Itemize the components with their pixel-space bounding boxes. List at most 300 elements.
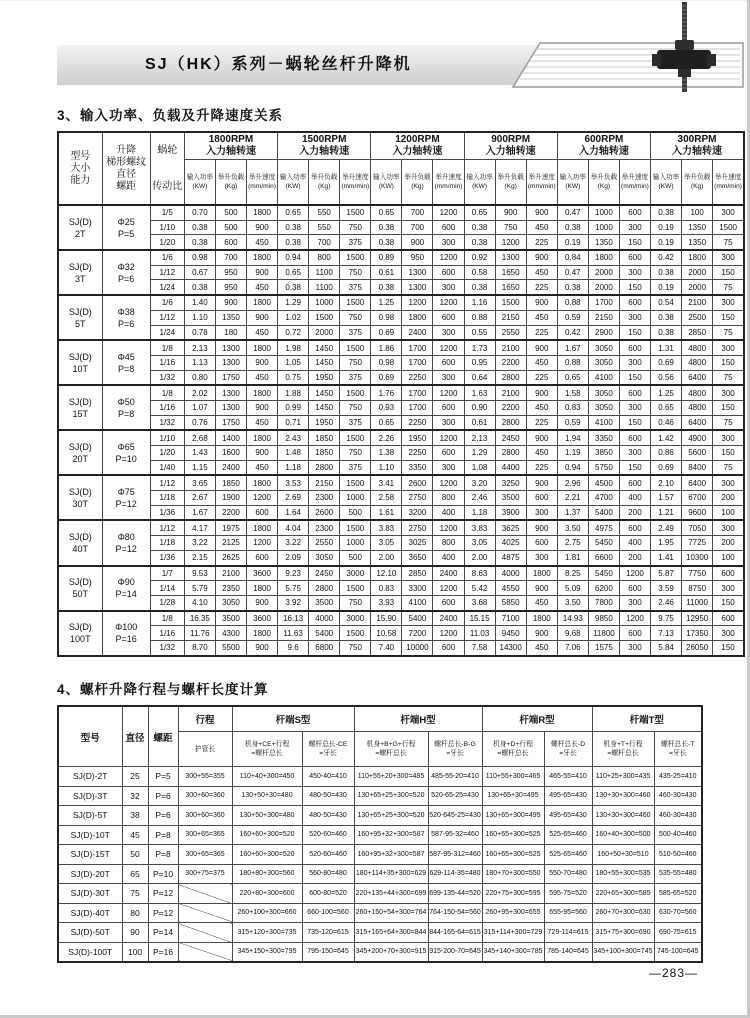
value-cell: 1200 [433, 626, 464, 641]
value-cell: 1.42 [651, 430, 682, 445]
ratio-cell: 1/6 [150, 295, 184, 310]
value-cell: 500 [215, 205, 246, 220]
value-cell: 0.58 [464, 265, 495, 280]
ratio-cell: 1/8 [150, 611, 184, 626]
value-cell: 300 [713, 475, 744, 490]
value-cell: 0.59 [557, 415, 588, 430]
value-cell: 5450 [588, 536, 619, 551]
formula-cell: 260+100+300=660 [232, 903, 302, 923]
value-cell: 300 [713, 520, 744, 535]
value-cell: 1200 [433, 340, 464, 355]
value-cell: 900 [247, 355, 278, 370]
value-cell: 2550 [495, 325, 526, 340]
value-cell: 950 [215, 265, 246, 280]
value-cell: 900 [247, 446, 278, 461]
value-cell: 7.40 [371, 640, 402, 655]
value-cell: 300 [433, 370, 464, 385]
formula-cell: 495-65=430 [544, 806, 592, 826]
value-cell: 800 [309, 250, 340, 265]
value-cell: 1000 [309, 295, 340, 310]
value-cell: 4550 [495, 581, 526, 596]
value-cell: 0.78 [184, 325, 215, 340]
value-cell: 6700 [682, 491, 713, 506]
value-cell: 200 [713, 491, 744, 506]
value-cell: 300 [619, 446, 650, 461]
value-cell: 150 [713, 595, 744, 610]
value-cell: 4975 [588, 520, 619, 535]
value-cell: 10.58 [371, 626, 402, 641]
value-cell: 7725 [682, 536, 713, 551]
ratio-cell: 1/40 [150, 460, 184, 475]
value-cell: 1400 [215, 430, 246, 445]
value-cell: 1800 [247, 295, 278, 310]
value-cell: 4800 [682, 385, 713, 400]
formula-cell: 595-75=520 [544, 884, 592, 904]
formula-cell: 160+95+32+300=587 [354, 845, 428, 865]
tube-length-cell-empty [178, 942, 232, 962]
value-cell: 600 [433, 310, 464, 325]
value-cell: 550 [309, 220, 340, 235]
value-cell: 0.83 [557, 400, 588, 415]
value-cell: 900 [247, 265, 278, 280]
value-cell: 900 [526, 430, 557, 445]
header-formula-t2: 螺杆总长-T =牙长 [654, 732, 702, 767]
value-cell: 9.53 [184, 566, 215, 581]
value-cell: 2250 [402, 446, 433, 461]
value-cell: 0.89 [371, 250, 402, 265]
value-cell: 1800 [247, 385, 278, 400]
value-cell: 7.13 [651, 626, 682, 641]
value-cell: 300 [713, 295, 744, 310]
ratio-cell: 1/14 [150, 581, 184, 596]
value-cell: 2.58 [371, 491, 402, 506]
table-row [58, 786, 702, 806]
tube-length-cell: 300+75=375 [178, 864, 232, 884]
value-cell: 1200 [619, 566, 650, 581]
value-cell: 900 [526, 475, 557, 490]
value-cell: 2200 [215, 505, 246, 520]
ratio-cell: 1/8 [150, 385, 184, 400]
value-cell: 7200 [402, 626, 433, 641]
ratio-cell: 1/10 [150, 430, 184, 445]
value-cell: 8.70 [184, 640, 215, 655]
value-cell: 6400 [682, 370, 713, 385]
value-cell: 6200 [588, 581, 619, 596]
header-tube-length: 护管长 [178, 732, 232, 767]
value-cell: 3500 [215, 611, 246, 626]
header-rod-end-r: 杆端R型 [482, 706, 592, 732]
value-cell: 300 [619, 310, 650, 325]
value-cell: 225 [526, 460, 557, 475]
value-cell: 1.64 [278, 505, 309, 520]
header-rod-end-t: 杆端T型 [592, 706, 702, 732]
subheader-5-1: 举升负载 (Kg) [682, 160, 713, 206]
formula-cell: 260+150+54+300=764 [354, 903, 428, 923]
value-cell: 225 [526, 280, 557, 295]
value-cell: 1200 [247, 536, 278, 551]
screw-spec-cell: Φ75 P=12 [102, 475, 150, 520]
value-cell: 8.25 [557, 566, 588, 581]
value-cell: 16.13 [278, 611, 309, 626]
table3-header [58, 132, 744, 205]
pitch-cell: P=12 [148, 884, 178, 904]
formula-cell: 315+120+300=735 [232, 923, 302, 943]
model-cell: SJ(D) 3T [58, 250, 102, 295]
value-cell: 4.10 [184, 595, 215, 610]
value-cell: 5.84 [651, 640, 682, 655]
value-cell: 750 [340, 400, 371, 415]
value-cell: 750 [340, 310, 371, 325]
value-cell: 2.13 [464, 430, 495, 445]
value-cell: 0.55 [464, 325, 495, 340]
value-cell: 5.75 [278, 581, 309, 596]
value-cell: 3500 [495, 491, 526, 506]
formula-cell: 220+80+300=600 [232, 884, 302, 904]
formula-cell: 510-50=460 [654, 845, 702, 865]
value-cell: 375 [340, 325, 371, 340]
formula-cell: 220+135+44+300=699 [354, 884, 428, 904]
formula-cell: 160+65+300=525 [482, 845, 544, 865]
value-cell: 1850 [215, 475, 246, 490]
value-cell: 600 [247, 550, 278, 565]
value-cell: 0.72 [278, 325, 309, 340]
value-cell: 3650 [402, 550, 433, 565]
value-cell: 2350 [215, 581, 246, 596]
value-cell: 0.90 [464, 400, 495, 415]
value-cell: 2800 [495, 415, 526, 430]
value-cell: 900 [247, 220, 278, 235]
value-cell: 150 [619, 370, 650, 385]
value-cell: 3.05 [464, 536, 495, 551]
value-cell: 900 [215, 295, 246, 310]
value-cell: 1950 [402, 430, 433, 445]
value-cell: 2.43 [278, 430, 309, 445]
ratio-cell: 1/18 [150, 536, 184, 551]
value-cell: 1.48 [278, 446, 309, 461]
value-cell: 300 [433, 325, 464, 340]
value-cell: 1.16 [464, 295, 495, 310]
value-cell: 2.96 [557, 475, 588, 490]
value-cell: 0.19 [651, 220, 682, 235]
model-cell: SJ(D)-40T [58, 903, 122, 923]
value-cell: 7.58 [464, 640, 495, 655]
value-cell: 450 [247, 460, 278, 475]
value-cell: 3.68 [464, 595, 495, 610]
formula-cell: 500-40=460 [654, 825, 702, 845]
page-number: —283— [648, 966, 698, 980]
formula-cell: 130+30+300=460 [592, 806, 654, 826]
formula-cell: 260+95+300=655 [482, 903, 544, 923]
formula-cell: 130+65+30=495 [482, 786, 544, 806]
model-cell: SJ(D) 100T [58, 611, 102, 656]
model-cell: SJ(D) 50T [58, 566, 102, 611]
value-cell: 1.25 [371, 295, 402, 310]
header-pitch: 螺距 [148, 706, 178, 767]
diameter-cell: 25 [122, 767, 148, 787]
value-cell: 1.88 [278, 385, 309, 400]
value-cell: 3.53 [278, 475, 309, 490]
ratio-cell: 1/5 [150, 205, 184, 220]
ratio-cell: 1/10 [150, 220, 184, 235]
value-cell: 1.76 [371, 385, 402, 400]
formula-cell: 435-25=410 [654, 767, 702, 787]
model-cell: SJ(D)-100T [58, 942, 122, 962]
value-cell: 1.43 [184, 446, 215, 461]
value-cell: 3000 [340, 611, 371, 626]
value-cell: 1200 [433, 581, 464, 596]
value-cell: 1800 [247, 250, 278, 265]
value-cell: 1300 [402, 265, 433, 280]
value-cell: 0.38 [464, 235, 495, 250]
value-cell: 5.09 [557, 581, 588, 596]
value-cell: 0.65 [651, 400, 682, 415]
formula-cell: 220+65+300=585 [592, 884, 654, 904]
tube-length-cell-empty [178, 884, 232, 904]
value-cell: 3.05 [371, 536, 402, 551]
value-cell: 4875 [495, 550, 526, 565]
value-cell: 600 [215, 235, 246, 250]
value-cell: 750 [340, 640, 371, 655]
value-cell: 1750 [215, 415, 246, 430]
value-cell: 2.67 [184, 491, 215, 506]
value-cell: 1200 [619, 611, 650, 626]
value-cell: 4000 [309, 611, 340, 626]
formula-cell: 160+65+300=525 [482, 825, 544, 845]
formula-cell: 587-95-32=460 [428, 825, 482, 845]
formula-cell: 130+65+25+300=520 [354, 806, 428, 826]
value-cell: 75 [713, 235, 744, 250]
value-cell: 600 [619, 250, 650, 265]
ratio-cell: 1/16 [150, 400, 184, 415]
value-cell: 10300 [682, 550, 713, 565]
value-cell: 4700 [588, 491, 619, 506]
value-cell: 3.59 [651, 581, 682, 596]
formula-cell: 180+80+300=560 [232, 864, 302, 884]
formula-cell: 130+65+25+300=520 [354, 786, 428, 806]
formula-cell: 220+75+300=595 [482, 884, 544, 904]
value-cell: 1000 [588, 220, 619, 235]
value-cell: 225 [526, 235, 557, 250]
screw-spec-cell: Φ100 P=16 [102, 611, 150, 656]
value-cell: 600 [433, 220, 464, 235]
value-cell: 1500 [713, 220, 744, 235]
value-cell: 0.19 [557, 235, 588, 250]
value-cell: 4100 [402, 595, 433, 610]
value-cell: 1.08 [464, 460, 495, 475]
formula-cell: 345+140+300=785 [482, 942, 544, 962]
formula-cell: 160+50+30=510 [592, 845, 654, 865]
formula-cell: 180+55+300=535 [592, 864, 654, 884]
value-cell: 300 [433, 460, 464, 475]
value-cell: 0.59 [557, 310, 588, 325]
subheader-0-1: 举升负载 (Kg) [215, 160, 246, 206]
jack-top-housing [675, 40, 694, 50]
value-cell: 375 [340, 280, 371, 295]
model-cell: SJ(D) 40T [58, 520, 102, 565]
value-cell: 9.68 [557, 626, 588, 641]
value-cell: 0.38 [464, 280, 495, 295]
formula-cell: 735-120=615 [302, 923, 354, 943]
value-cell: 1.95 [651, 536, 682, 551]
value-cell: 600 [433, 400, 464, 415]
value-cell: 4500 [588, 475, 619, 490]
value-cell: 5450 [588, 566, 619, 581]
value-cell: 800 [433, 491, 464, 506]
value-cell: 1.63 [464, 385, 495, 400]
value-cell: 1700 [402, 355, 433, 370]
formula-cell: 587-95-312=460 [428, 845, 482, 865]
value-cell: 15.90 [371, 611, 402, 626]
value-cell: 300 [526, 505, 557, 520]
value-cell: 5750 [588, 460, 619, 475]
value-cell: 3.22 [184, 536, 215, 551]
table-row [58, 825, 702, 845]
ratio-cell: 1/16 [150, 626, 184, 641]
value-cell: 75 [713, 460, 744, 475]
value-cell: 1500 [340, 520, 371, 535]
header-rpm-5: 300RPM 入力轴转速 [651, 132, 744, 160]
header-rpm-4: 600RPM 入力轴转速 [557, 132, 650, 160]
value-cell: 1975 [215, 520, 246, 535]
formula-cell: 345+150+300=795 [232, 942, 302, 962]
value-cell: 750 [340, 446, 371, 461]
formula-cell: 630-70=560 [654, 903, 702, 923]
value-cell: 0.38 [184, 280, 215, 295]
value-cell: 0.80 [184, 370, 215, 385]
value-cell: 450 [526, 355, 557, 370]
header-model: 型号 [58, 706, 122, 767]
value-cell: 7050 [682, 520, 713, 535]
screw-spec-cell: Φ45 P=8 [102, 340, 150, 385]
value-cell: 2100 [215, 566, 246, 581]
value-cell: 4900 [682, 430, 713, 445]
value-cell: 0.65 [557, 370, 588, 385]
formula-cell: 450-40=410 [302, 767, 354, 787]
value-cell: 3.93 [371, 595, 402, 610]
value-cell: 75 [713, 415, 744, 430]
screw-spec-cell: Φ25 P=5 [102, 205, 150, 250]
value-cell: 2850 [682, 325, 713, 340]
value-cell: 400 [619, 536, 650, 551]
value-cell: 300 [713, 581, 744, 596]
value-cell: 3050 [588, 340, 619, 355]
value-cell: 1200 [247, 491, 278, 506]
value-cell: 300 [619, 355, 650, 370]
value-cell: 2150 [495, 310, 526, 325]
subheader-0-0: 输入功率 (KW) [184, 160, 215, 206]
value-cell: 200 [619, 505, 650, 520]
value-cell: 1800 [247, 475, 278, 490]
value-cell: 3.65 [184, 475, 215, 490]
subheader-1-0: 输入功率 (KW) [278, 160, 309, 206]
value-cell: 2450 [309, 566, 340, 581]
header-formula-r1: 机身+D+行程 =螺杆总长 [482, 732, 544, 767]
value-cell: 1200 [433, 250, 464, 265]
value-cell: 300 [619, 220, 650, 235]
value-cell: 1.81 [557, 550, 588, 565]
value-cell: 6400 [682, 415, 713, 430]
value-cell: 0.94 [278, 250, 309, 265]
value-cell: 1300 [495, 250, 526, 265]
value-cell: 1300 [215, 385, 246, 400]
value-cell: 11.76 [184, 626, 215, 641]
value-cell: 600 [619, 430, 650, 445]
value-cell: 0.42 [651, 250, 682, 265]
screw-spec-cell: Φ32 P=6 [102, 250, 150, 295]
formula-cell: 655-95=560 [544, 903, 592, 923]
value-cell: 0.38 [371, 220, 402, 235]
formula-cell: 345+100+300=745 [592, 942, 654, 962]
value-cell: 14300 [495, 640, 526, 655]
value-cell: 1500 [340, 626, 371, 641]
table-row [58, 884, 702, 904]
value-cell: 4000 [495, 566, 526, 581]
value-cell: 1.10 [371, 460, 402, 475]
table4-header [58, 706, 702, 767]
ratio-cell: 1/6 [150, 250, 184, 265]
pitch-cell: P=12 [148, 903, 178, 923]
value-cell: 11.03 [464, 626, 495, 641]
value-cell: 600 [433, 355, 464, 370]
value-cell: 1200 [433, 520, 464, 535]
formula-cell: 130+50+300=480 [232, 806, 302, 826]
value-cell: 225 [526, 370, 557, 385]
value-cell: 1750 [215, 370, 246, 385]
value-cell: 300 [713, 430, 744, 445]
value-cell: 1500 [340, 205, 371, 220]
header-rpm-1: 1500RPM 入力轴转速 [278, 132, 371, 160]
value-cell: 1.29 [278, 295, 309, 310]
value-cell: 0.38 [651, 205, 682, 220]
table-row [58, 845, 702, 865]
subheader-5-2: 举升速度 (mm/min) [713, 160, 744, 206]
value-cell: 1800 [526, 566, 557, 581]
formula-cell: 465-55=410 [544, 767, 592, 787]
value-cell: 2800 [495, 370, 526, 385]
subheader-2-2: 举升速度 (mm/min) [433, 160, 464, 206]
pitch-cell: P=8 [148, 845, 178, 865]
value-cell: 1950 [309, 415, 340, 430]
value-cell: 4800 [682, 340, 713, 355]
value-cell: 1100 [309, 280, 340, 295]
value-cell: 0.54 [651, 295, 682, 310]
value-cell: 2.15 [184, 550, 215, 565]
value-cell: 900 [526, 385, 557, 400]
value-cell: 1800 [402, 310, 433, 325]
value-cell: 6400 [682, 475, 713, 490]
ratio-cell: 1/24 [150, 325, 184, 340]
value-cell: 0.69 [371, 325, 402, 340]
value-cell: 3.50 [557, 595, 588, 610]
value-cell: 1500 [340, 250, 371, 265]
value-cell: 225 [526, 415, 557, 430]
formula-cell: 795-150=645 [302, 942, 354, 962]
formula-cell: 345+200+70+300=915 [354, 942, 428, 962]
value-cell: 0.19 [651, 235, 682, 250]
value-cell: 5850 [495, 595, 526, 610]
formula-cell: 535-55=480 [654, 864, 702, 884]
value-cell: 750 [340, 220, 371, 235]
formula-cell: 585-65=520 [654, 884, 702, 904]
value-cell: 11800 [588, 626, 619, 641]
subheader-1-1: 举升负载 (Kg) [309, 160, 340, 206]
value-cell: 1000 [340, 491, 371, 506]
value-cell: 9850 [588, 611, 619, 626]
value-cell: 900 [495, 205, 526, 220]
subheader-3-0: 输入功率 (KW) [464, 160, 495, 206]
value-cell: 0.38 [371, 280, 402, 295]
value-cell: 1200 [433, 205, 464, 220]
